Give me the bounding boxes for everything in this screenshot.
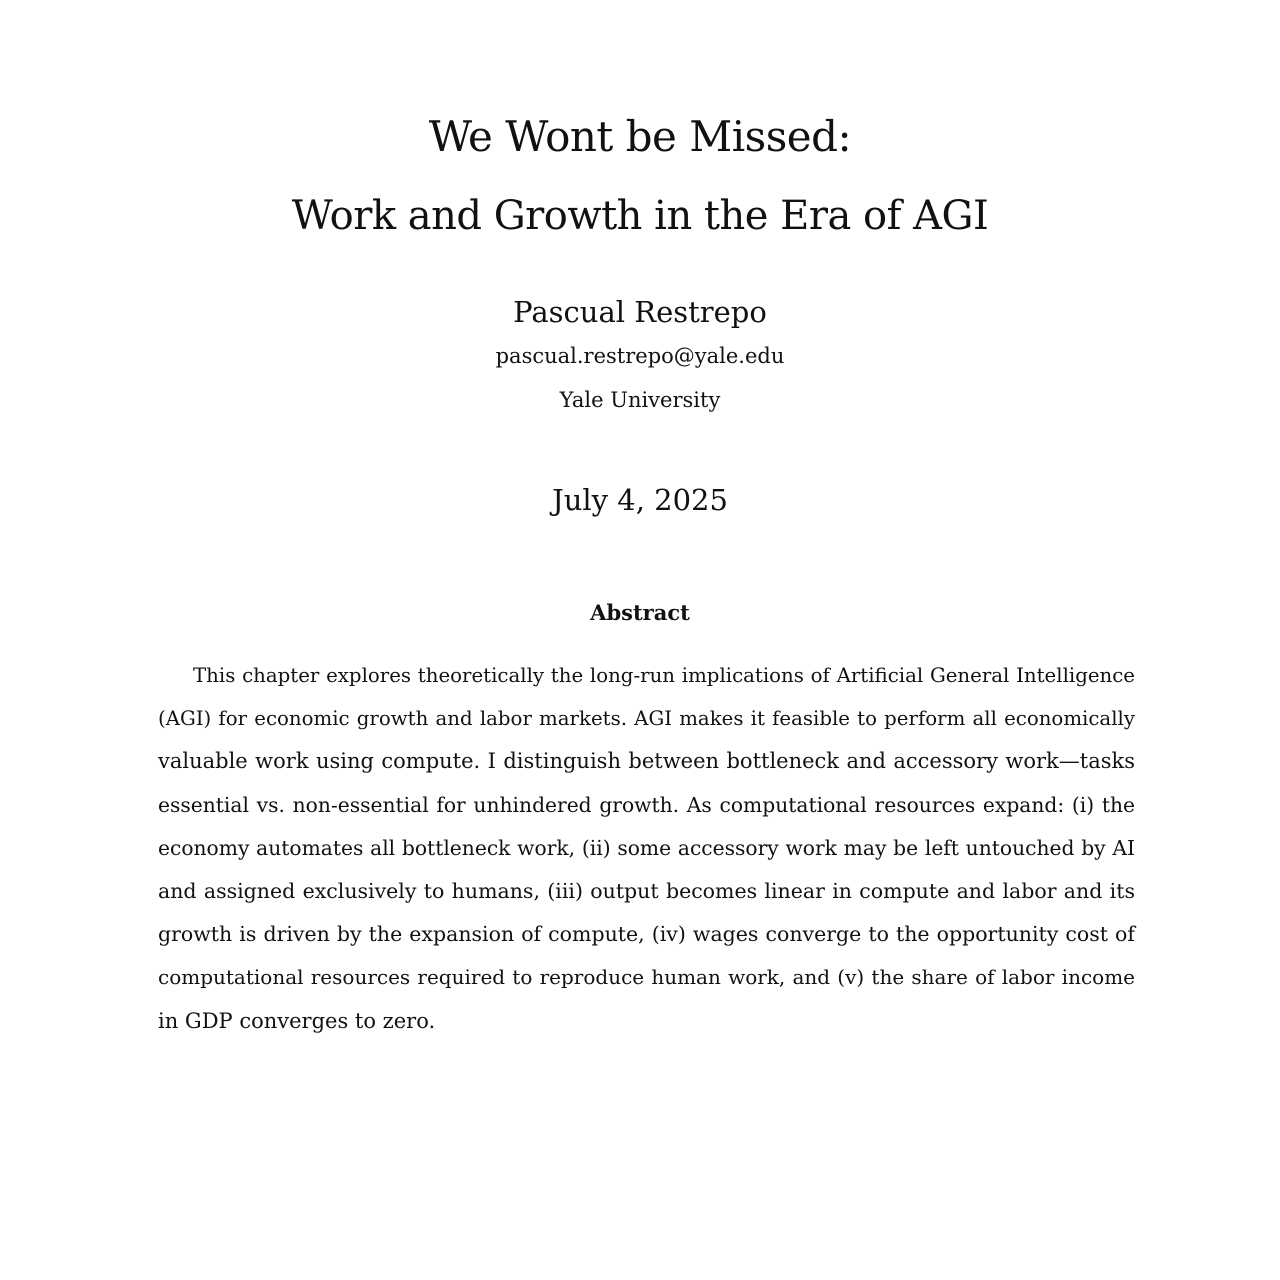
abstract-line: growth is driven by the expansion of compute, (iv) wages converge to the opportunity cost of [158,922,1135,947]
abstract-line: and assigned exclusively to humans, (iii) output becomes linear in compute and labor and its [158,878,1135,903]
author-affiliation: Yale University [559,388,721,412]
abstract-line: (AGI) for economic growth and labor markets. AGI makes it feasible to perform all economically [158,707,1135,731]
abstract-heading: Abstract [590,600,690,625]
paper-title-line-2: Work and Growth in the Era of AGI [291,193,989,239]
abstract-line: computational resources required to reproduce human work, and (v) the share of labor income [158,965,1135,990]
author-email: pascual.restrepo@yale.edu [495,344,785,368]
author-name: Pascual Restrepo [513,295,767,329]
abstract-line: This chapter explores theoretically the long-run implications of Artificial General Intelligence [193,664,1135,687]
abstract-line: valuable work using compute. I distinguish between bottleneck and accessory work—tasks [158,749,1135,774]
abstract-line: economy automates all bottleneck work, (ii) some accessory work may be left untouched by AI [158,835,1135,860]
abstract-body [158,654,1135,1043]
abstract-line: essential vs. non-essential for unhindered growth. As computational resources expand: (i) the [158,792,1135,817]
abstract-line: in GDP converges to zero. [158,1008,436,1033]
paper-title-line-1: We Wont be Missed: [428,112,852,161]
publication-date: July 4, 2025 [552,483,728,517]
